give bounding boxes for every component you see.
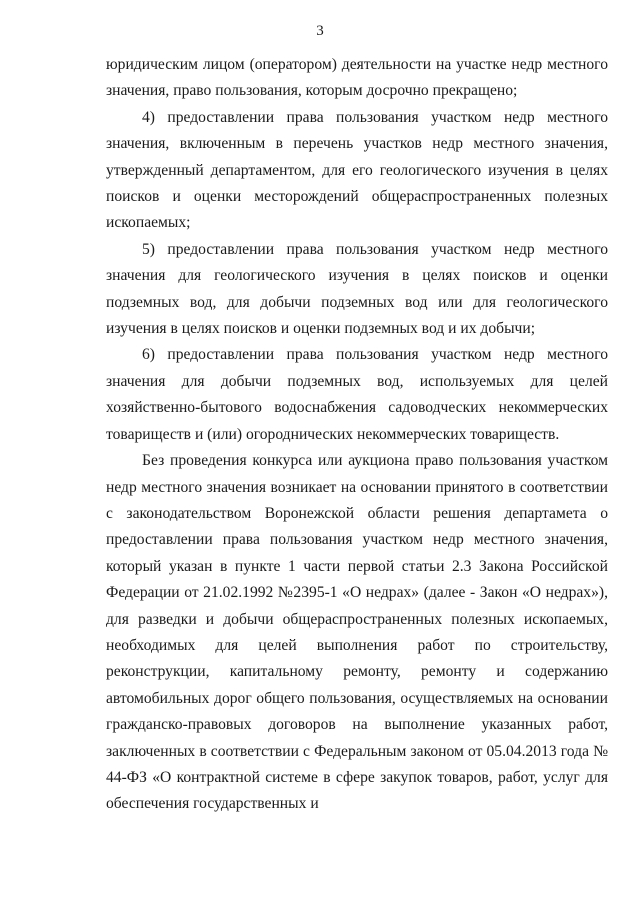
paragraph-item-4: 4) предоставлении права пользования участком недр местного значения, включенным в перечень участков недр местного значения, утвержденный департаментом, для его геологического изучения в целях поисков и оценки месторождений общераспространенных полезных ископаемых; [106, 108, 608, 232]
paragraph-item-5: 5) предоставлении права пользования участком недр местного значения для геологического изучения в целях поисков и оценки подземных вод, для добычи подземных вод или для геологического изучения в целях поисков и оценки подземных вод и их добычи; [106, 240, 608, 338]
document-body [106, 52, 608, 818]
paragraph-item-6: 6) предоставлении права пользования участком недр местного значения для добычи подземных вод, используемых для целей хозяйственно-бытового водоснабжения садоводческих некоммерческих товариществ и (или) огороднических некоммерческих товариществ. [106, 346, 608, 443]
paragraph-continuation: юридическим лицом (оператором) деятельности на участке недр местного значения, право пользования, которым досрочно прекращено; [106, 56, 608, 100]
paragraph-without-tender: Без проведения конкурса или аукциона право пользования участком недр местного значения возникает на основании принятого в соответствии с законодательством Воронежской области решения департамета о предоставлении права пользования участком недр местного значения, который указан в пункте 1 части первой статьи 2.3 Закона Российской Федерации от 21.02.1992 №2395-1 «О недрах» (далее - Закон «О недрах»), для разведки и добычи общераспространенных полезных ископаемых, необходимых для целей выполнения работ по строительству, реконструкции, капитальному ремонту, ремонту и содержанию автомобильных дорог общего пользования, осуществляемых на основании гражданско-правовых договоров на выполнение указанных работ, заключенных в соответствии с Федеральным законом от 05.04.2013 года № 44-ФЗ «О контрактной системе в сфере закупок товаров, работ, услуг для обеспечения государственных и [106, 452, 608, 813]
page-number: 3 [316, 23, 324, 39]
